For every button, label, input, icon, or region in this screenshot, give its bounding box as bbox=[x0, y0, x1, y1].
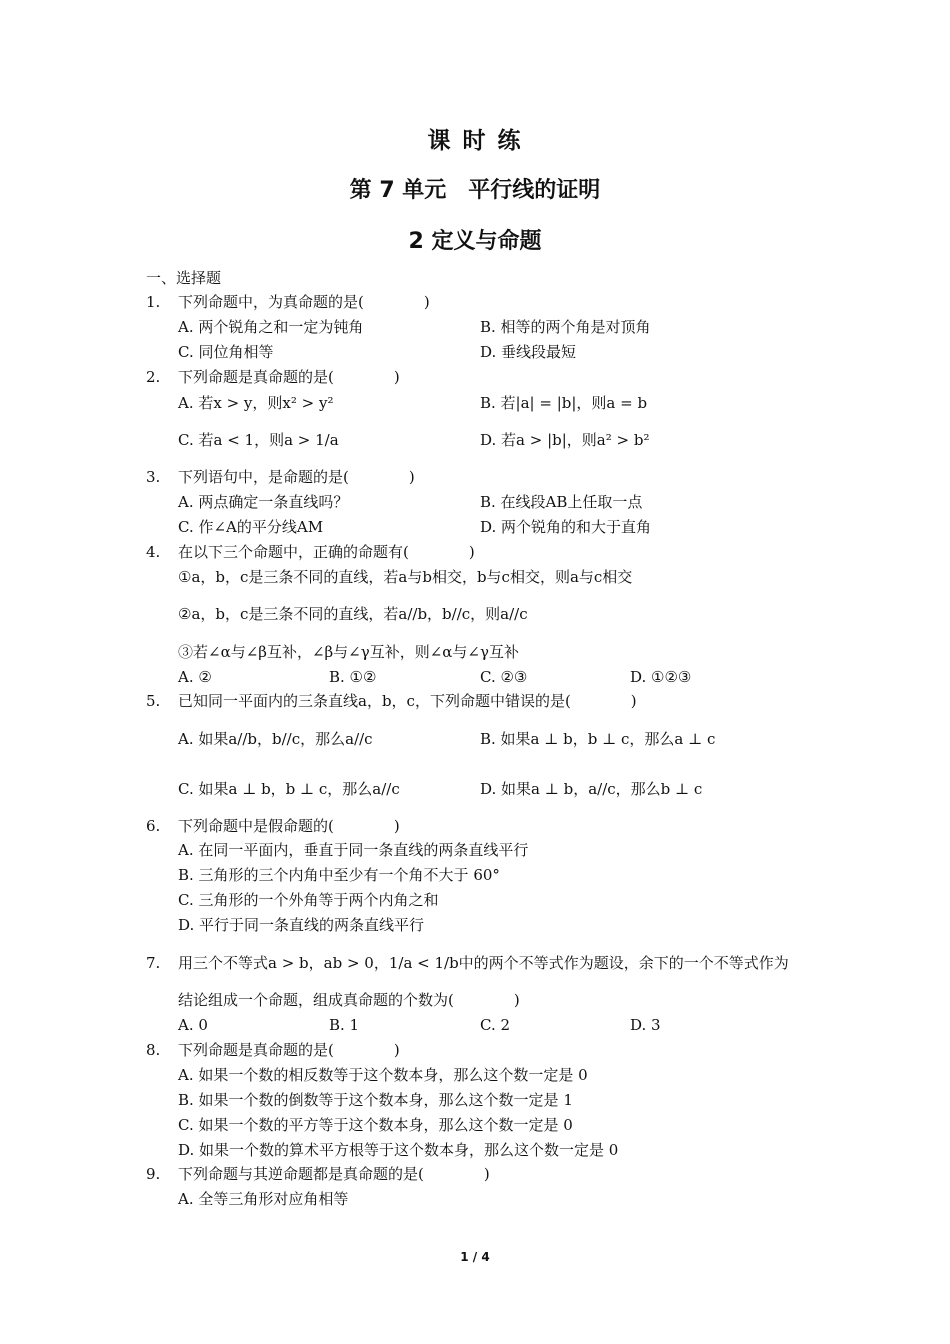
option-c: C. 同位角相等 bbox=[178, 343, 274, 361]
question-stem: 下列命题与其逆命题都是真命题的是( ) bbox=[178, 1165, 490, 1183]
option-a: A. ② bbox=[178, 668, 212, 686]
question-stem: 下列命题是真命题的是( ) bbox=[178, 1041, 400, 1059]
option-d: D. 3 bbox=[630, 1016, 661, 1034]
question-number: 3. bbox=[146, 468, 161, 486]
option-c: C. ②③ bbox=[480, 668, 528, 686]
option-a: A. 全等三角形对应角相等 bbox=[178, 1190, 349, 1208]
option-b: B. 如果a ⊥ b，b ⊥ c，那么a ⊥ c bbox=[480, 730, 716, 748]
question-number: 4. bbox=[146, 543, 161, 561]
option-a: A. 在同一平面内，垂直于同一条直线的两条直线平行 bbox=[178, 841, 529, 859]
question-number: 5. bbox=[146, 692, 161, 710]
question-number: 2. bbox=[146, 368, 161, 386]
page-number: 1 / 4 bbox=[460, 1250, 490, 1264]
question-stem: 用三个不等式a > b，ab > 0，1/a < 1/b中的两个不等式作为题设，余下的一个不等式作为 bbox=[178, 954, 789, 972]
option-d: D. 两个锐角的和大于直角 bbox=[480, 518, 652, 536]
question-number: 8. bbox=[146, 1041, 161, 1059]
unit-title: 第 7 单元 平行线的证明 bbox=[349, 178, 601, 203]
option-a: A. 两点确定一条直线吗？ bbox=[178, 493, 349, 511]
question-stem-continued: 结论组成一个命题，组成真命题的个数为( ) bbox=[178, 991, 520, 1009]
statement-2: ②a，b，c是三条不同的直线，若a//b，b//c，则a//c bbox=[178, 605, 528, 623]
question-number: 9. bbox=[146, 1165, 161, 1183]
question-stem: 下列命题是真命题的是( ) bbox=[178, 368, 400, 386]
option-b: B. 1 bbox=[329, 1016, 360, 1034]
question-number: 7. bbox=[146, 954, 161, 972]
option-d: D. 垂线段最短 bbox=[480, 343, 577, 361]
question-number: 1. bbox=[146, 293, 161, 311]
question-stem: 在以下三个命题中，正确的命题有( ) bbox=[178, 543, 475, 561]
option-d: D. 若a > |b|，则a² > b² bbox=[480, 431, 650, 449]
question-stem: 下列语句中，是命题的是( ) bbox=[178, 468, 415, 486]
question-stem: 已知同一平面内的三条直线a，b，c，下列命题中错误的是( ) bbox=[178, 692, 637, 710]
option-c: C. 2 bbox=[480, 1016, 511, 1034]
option-b: B. ①② bbox=[329, 668, 377, 686]
option-a: A. 0 bbox=[178, 1016, 208, 1034]
option-b: B. 三角形的三个内角中至少有一个角不大于 60° bbox=[178, 866, 500, 884]
question-stem: 下列命题中是假命题的( ) bbox=[178, 817, 400, 835]
option-b: B. 若|a| = |b|，则a = b bbox=[480, 394, 648, 412]
option-a: A. 两个锐角之和一定为钝角 bbox=[178, 318, 364, 336]
option-d: D. 如果a ⊥ b，a//c，那么b ⊥ c bbox=[480, 780, 703, 798]
lesson-title: 2 定义与命题 bbox=[408, 229, 542, 254]
option-b: B. 相等的两个角是对顶角 bbox=[480, 318, 651, 336]
statement-3: ③若∠α与∠β互补，∠β与∠γ互补，则∠α与∠γ互补 bbox=[178, 643, 519, 661]
option-c: C. 如果a ⊥ b，b ⊥ c，那么a//c bbox=[178, 780, 400, 798]
option-a: A. 若x > y，则x² > y² bbox=[178, 394, 334, 412]
option-a: A. 如果一个数的相反数等于这个数本身，那么这个数一定是 0 bbox=[178, 1066, 588, 1084]
question-number: 6. bbox=[146, 817, 161, 835]
option-c: C. 三角形的一个外角等于两个内角之和 bbox=[178, 891, 439, 909]
page-title: 课 时 练 bbox=[427, 128, 523, 154]
option-a: A. 如果a//b，b//c，那么a//c bbox=[178, 730, 373, 748]
option-d: D. 平行于同一条直线的两条直线平行 bbox=[178, 916, 425, 934]
statement-1: ①a，b，c是三条不同的直线，若a与b相交，b与c相交，则a与c相交 bbox=[178, 568, 633, 586]
option-d: D. 如果一个数的算术平方根等于这个数本身，那么这个数一定是 0 bbox=[178, 1141, 619, 1159]
option-c: C. 若a < 1，则a > 1/a bbox=[178, 431, 339, 449]
option-d: D. ①②③ bbox=[630, 668, 692, 686]
section-heading: 一、选择题 bbox=[146, 269, 222, 287]
option-c: C. 如果一个数的平方等于这个数本身，那么这个数一定是 0 bbox=[178, 1116, 573, 1134]
question-stem: 下列命题中，为真命题的是( ) bbox=[178, 293, 430, 311]
option-b: B. 如果一个数的倒数等于这个数本身，那么这个数一定是 1 bbox=[178, 1091, 573, 1109]
option-c: C. 作∠A的平分线AM bbox=[178, 518, 324, 536]
option-b: B. 在线段AB上任取一点 bbox=[480, 493, 643, 511]
